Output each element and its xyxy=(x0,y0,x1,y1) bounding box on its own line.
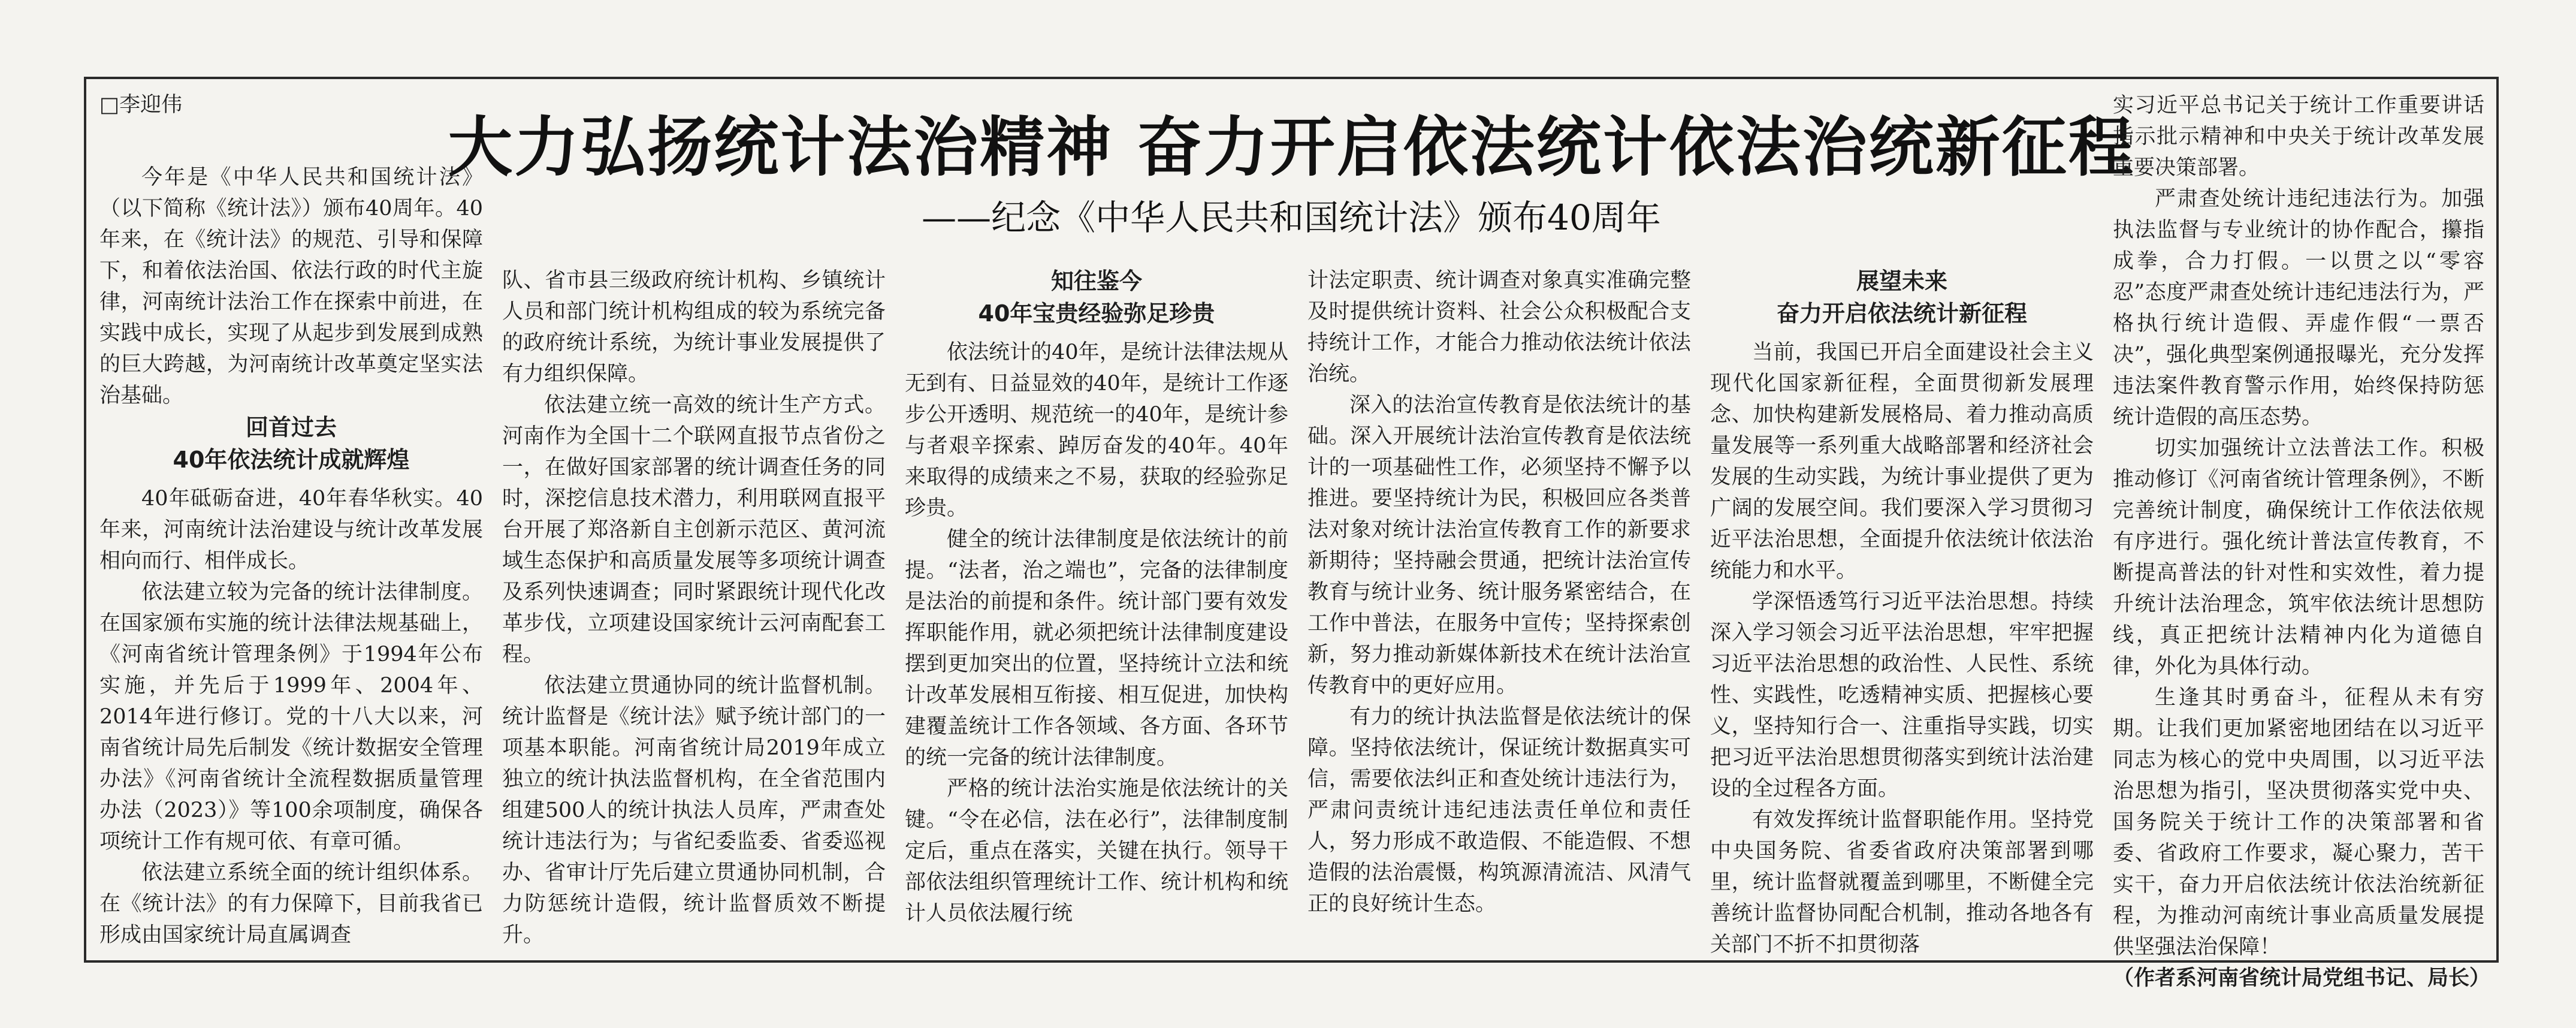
article-title: 大力弘扬统计法治精神 奋力开启依法统计依法治统新征程 xyxy=(448,110,2135,185)
paragraph: 40年砥砺奋进，40年春华秋实。40年来，河南统计法治建设与统计改革发展相向而行、相伴成长。 xyxy=(99,487,483,573)
section-heading: 40年依法统计成就辉煌 xyxy=(173,447,410,473)
paragraph: 依法建立贯通协同的统计监督机制。统计监督是《统计法》赋予统计部门的一项基本职能。河南省统计局2019年成立独立的统计执法监督机构，在全省范围内组建500人的统计执法人员库，严肃查处统计违法行为；与省纪委监委、省委巡视办、省审计厅先后建立贯通协同机制，合力防惩统计造假，统计监督质效不断提升。 xyxy=(502,674,886,947)
paragraph: 今年是《中华人民共和国统计法》（以下简称《统计法》）颁布40周年。40年来，在《统计法》的规范、引导和保障下，和着依法治国、依法行政的时代主旋律，河南统计法治工作在探索中前进，在实践中成长，实现了从起步到发展到成熟的巨大跨越，为河南统计改革奠定坚实法治基础。 xyxy=(99,165,483,408)
author-signature: （作者系河南省统计局党组书记、局长） xyxy=(2113,966,2491,990)
paragraph: 依法统计的40年，是统计法律法规从无到有、日益显效的40年，是统计工作逐步公开透明、规范统一的40年，是统计参与者艰辛探索、踔厉奋发的40年。40年来取得的成绩来之不易，获取的经验弥足珍贵。 xyxy=(905,340,1288,520)
section-heading: 奋力开启依法统计新征程 xyxy=(1776,300,2027,327)
paragraph: 学深悟透笃行习近平法治思想。持续深入学习领会习近平法治思想，牢牢把握习近平法治思想的政治性、人民性、系统性、实践性，吃透精神实质、把握核心要义，坚持知行合一、注重指导实践，切实把习近平法治思想贯彻落实到统计法治建设的全过程各方面。 xyxy=(1710,590,2094,801)
section-heading: 展望未来 xyxy=(1856,268,1947,294)
author-byline: □李迎伟 xyxy=(99,93,183,117)
paragraph: 队、省市县三级政府统计机构、乡镇统计人员和部门统计机构组成的较为系统完备的政府统计系统，为统计事业发展提供了有力组织保障。 xyxy=(502,269,886,386)
column-2 xyxy=(502,265,886,951)
article-subtitle: ——纪念《中华人民共和国统计法》颁布40周年 xyxy=(922,197,1661,238)
paragraph: 切实加强统计立法普法工作。积极推动修订《河南省统计管理条例》，不断完善统计制度，确保统计工作依法依规有序进行。强化统计普法宣传教育，不断提高普法的针对性和实效性，着力提升统计法治理念，筑牢依法统计思想防线，真正把统计法精神内化为道德自律，外化为具体行动。 xyxy=(2113,436,2484,679)
column-5 xyxy=(1710,265,2094,960)
paragraph: 当前，我国已开启全面建设社会主义现代化国家新征程，全面贯彻新发展理念、加快构建新发展格局、着力推动高质量发展等一系列重大战略部署和经济社会发展的生动实践，为统计事业提供了更为广阔的发展空间。我们要深入学习贯彻习近平法治思想，全面提升依法统计依法治统能力和水平。 xyxy=(1710,340,2094,583)
paragraph: 有力的统计执法监督是依法统计的保障。坚持依法统计，保证统计数据真实可信，需要依法纠正和查处统计违法行为，严肃问责统计违纪违法责任单位和责任人，努力形成不敢造假、不能造假、不想造假的法治震慑，构筑源清流洁、风清气正的良好统计生态。 xyxy=(1307,705,1691,916)
section-heading: 回首过去 xyxy=(245,414,337,441)
column-4 xyxy=(1307,265,1691,920)
column-3 xyxy=(905,265,1288,929)
section-heading: 40年宝贵经验弥足珍贵 xyxy=(978,300,1215,327)
paragraph: 依法建立统一高效的统计生产方式。河南作为全国十二个联网直报节点省份之一，在做好国家部署的统计调查任务的同时，深挖信息技术潜力，利用联网直报平台开展了郑洛新自主创新示范区、黄河流域生态保护和高质量发展等多项统计调查及系列快速调查；同时紧跟统计现代化改革步伐，立项建设国家统计云河南配套工程。 xyxy=(502,393,886,667)
paragraph: 依法建立较为完备的统计法律制度。在国家颁布实施的统计法律法规基础上，《河南省统计管理条例》于1994年公布实施，并先后于1999年、2004年、2014年进行修订。党的十八大以来，河南省统计局先后制发《统计数据安全管理办法》《河南省统计全流程数据质量管理办法（2023）》等100余项制度，确保各项统计工作有规可依、有章可循。 xyxy=(99,580,483,854)
paragraph: 依法建立系统全面的统计组织体系。在《统计法》的有力保障下，目前我省已形成由国家统计局直属调查 xyxy=(99,861,483,947)
paragraph: 深入的法治宣传教育是依法统计的基础。深入开展统计法治宣传教育是依法统计的一项基础性工作，必须坚持不懈予以推进。要坚持统计为民，积极回应各类普法对象对统计法治宣传教育工作的新要求新期待；坚持融会贯通，把统计法治宣传教育与统计业务、统计服务紧密结合，在工作中普法，在服务中宣传；坚持探索创新，努力推动新媒体新技术在统计法治宣传教育中的更好应用。 xyxy=(1307,393,1691,698)
paragraph: 计法定职责、统计调查对象真实准确完整及时提供统计资料、社会公众积极配合支持统计工作，才能合力推动依法统计依法治统。 xyxy=(1307,269,1691,386)
paragraph: 健全的统计法律制度是依法统计的前提。“法者，治之端也”，完备的法律制度是法治的前提和条件。统计部门要有效发挥职能作用，就必须把统计法律制度建设摆到更加突出的位置，坚持统计立法和统计改革发展相互衔接、相互促进，加快构建覆盖统计工作各领域、各方面、各环节的统一完备的统计法律制度。 xyxy=(905,527,1288,770)
column-6 xyxy=(2113,90,2491,994)
paragraph: 生逢其时勇奋斗，征程从未有穷期。让我们更加紧密地团结在以习近平同志为核心的党中央周围，以习近平法治思想为指引，坚决贯彻落实党中央、国务院关于统计工作的决策部署和省委、省政府工作要求，凝心聚力，苦干实干，奋力开启依法统计依法治统新征程，为推动河南统计事业高质量发展提供坚强法治保障！ xyxy=(2113,686,2484,959)
section-heading: 知往鉴今 xyxy=(1050,268,1142,294)
paragraph: 严肃查处统计违纪违法行为。加强执法监督与专业统计的协作配合，攥指成拳，合力打假。一以贯之以“零容忍”态度严肃查处统计违纪违法行为，严格执行统计造假、弄虚作假“一票否决”，强化典型案例通报曝光，充分发挥违法案件教育警示作用，始终保持防惩统计造假的高压态势。 xyxy=(2113,187,2484,429)
article-frame xyxy=(84,77,2499,990)
paragraph: 有效发挥统计监督职能作用。坚持党中央国务院、省委省政府决策部署到哪里，统计监督就覆盖到哪里，不断健全完善统计监督协同配合机制，推动各地各有关部门不折不扣贯彻落 xyxy=(1710,808,2094,957)
paragraph: 严格的统计法治实施是依法统计的关键。“令在必信，法在必行”，法律制度制定后，重点在落实，关键在执行。领导干部依法组织管理统计工作、统计机构和统计人员依法履行统 xyxy=(905,777,1288,925)
column-1 xyxy=(99,90,483,951)
paragraph: 实习近平总书记关于统计工作重要讲话指示批示精神和中央关于统计改革发展重要决策部署。 xyxy=(2113,94,2484,180)
